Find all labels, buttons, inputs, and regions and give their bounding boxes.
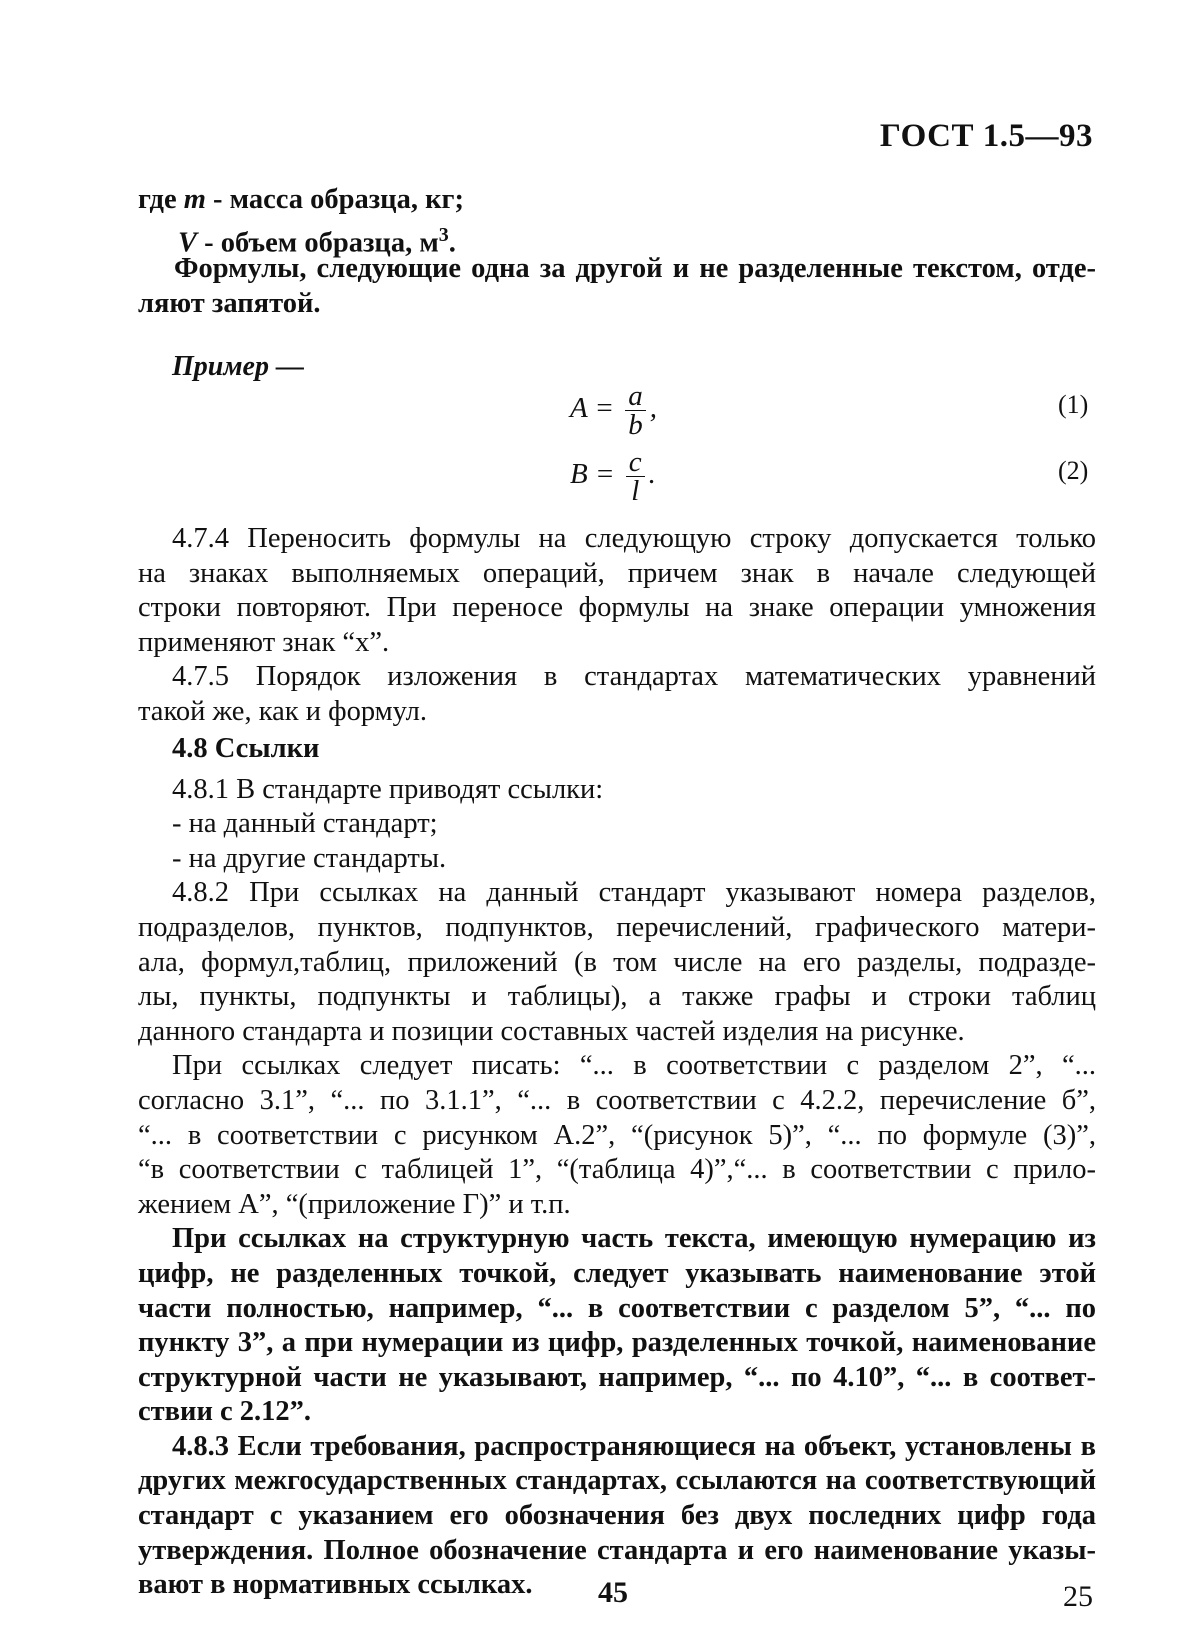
section-4-7-4: [138, 522, 1096, 730]
definition-v: [138, 218, 1096, 259]
formula-separation-line-1: Формулы, следующие одна за другой и не разделенные текстом, отде-: [174, 253, 1096, 285]
variable-v: V: [178, 227, 198, 259]
document-code-header: ГОСТ 1.5—93: [879, 118, 1093, 154]
section-4-8-2-line: ала, формул,таблиц, приложений (в том числе на его разделы, подразде-: [138, 946, 1096, 978]
structural-part-line: части полностью, например, “... в соответствии с разделом 5”, “... по: [138, 1292, 1096, 1324]
section-4-8-3-line: утверждения. Полное обозначение стандарта и его наименование указы-: [138, 1534, 1096, 1566]
references-example-line: При ссылках следует писать: “... в соответствии с разделом 2”, “...: [172, 1050, 1096, 1082]
section-4-8-3-line: других межгосударственных стандартах, ссылаются на соответствующий: [138, 1465, 1096, 1497]
formula-1-punct: ,: [649, 392, 658, 425]
section-4-7-4-line: применяют знак “х”.: [138, 626, 390, 658]
definition-prefix: где: [138, 184, 184, 215]
section-4-8-3-line: 4.8.3 Если требования, распространяющиеся на объект, установлены в: [172, 1430, 1096, 1462]
formula-2-denominator: l: [631, 475, 640, 507]
section-4-8-1-line: 4.8.1 В стандарте приводят ссылки:: [172, 773, 604, 805]
example-label: Пример —: [172, 351, 304, 382]
structural-part-line: структурной части не указывают, например, “... по 4.10”, “... в соответ-: [138, 1361, 1096, 1393]
formula-1-denominator: b: [628, 409, 643, 441]
definition-v-end: .: [448, 227, 456, 259]
section-4-7-5-line: 4.7.5 Порядок изложения в стандартах математических уравнений: [172, 661, 1096, 693]
references-example-line: согласно 3.1”, “... по 3.1.1”, “... в соответствии с 4.2.2, перечисление б”,: [138, 1084, 1096, 1116]
section-4-7-4-line: на знаках выполняемых операций, причем знак в начале следующей: [138, 557, 1096, 589]
definition-m: [138, 183, 1096, 218]
section-4-8-3-line: стандарт с указанием его обозначения без двух последних цифр года: [138, 1500, 1096, 1532]
section-4-8-2-line: 4.8.2 При ссылках на данный стандарт указывают номера разделов,: [172, 877, 1096, 909]
page-number-right: 25: [1063, 1580, 1093, 1613]
section-4-8: [138, 732, 1096, 1603]
formula-2-lhs: B =: [570, 458, 615, 491]
formula-1: [570, 382, 657, 439]
section-4-8-3-line: вают в нормативных ссылках.: [138, 1569, 533, 1601]
equation-number-1: (1): [1058, 390, 1089, 419]
formula-separation-line-2: ляют запятой.: [138, 287, 321, 319]
section-4-8-title: 4.8 Ссылки: [172, 733, 320, 764]
section-4-8-2-line: лы, пункты, подпункты и таблицы), а также графы и строки таблиц: [138, 981, 1096, 1013]
structural-part-line: пункту 3”, а при нумерации из цифр, разделенных точкой, наименование: [138, 1327, 1096, 1359]
formula-2: [570, 448, 656, 505]
formula-1-lhs: A =: [570, 392, 615, 425]
structural-part-line: ствии с 2.12”.: [138, 1396, 312, 1428]
section-4-8-1-line: - на данный стандарт;: [172, 808, 438, 840]
section-4-7-4-line: строки повторяют. При переносе формулы на знаке операции умножения: [138, 592, 1096, 624]
formula-1-fraction: [625, 382, 646, 439]
structural-part-line: цифр, не разделенных точкой, следует указывать наименование этой: [138, 1257, 1096, 1289]
section-4-8-1-line: - на другие стандарты.: [172, 842, 447, 874]
section-4-8-2-line: данного стандарта и позиции составных частей изделия на рисунке.: [138, 1015, 965, 1047]
formula-1-numerator: a: [625, 382, 646, 411]
superscript-3: 3: [438, 223, 449, 246]
references-example-line: “... в соответствии с рисунком А.2”, “(рисунок 5)”, “... по формуле (3)”,: [138, 1119, 1096, 1151]
variable-definitions: [138, 183, 1096, 321]
formula-2-punct: .: [648, 458, 656, 491]
references-example-line: “в соответствии с таблицей 1”, “(таблица 4)”,“... в соответствии с прило-: [138, 1154, 1096, 1186]
references-example-line: жением А”, “(приложение Г)” и т.п.: [138, 1188, 571, 1220]
equation-number-2: (2): [1058, 456, 1089, 485]
section-4-7-4-line: 4.7.4 Переносить формулы на следующую строку допускается только: [172, 523, 1096, 554]
definition-v-text: - объем образца, м: [197, 227, 439, 259]
definition-m-text: - масса образца, кг;: [205, 184, 464, 215]
variable-m: m: [183, 184, 206, 215]
structural-part-line: При ссылках на структурную часть текста, имеющую нумерацию из: [172, 1223, 1096, 1255]
section-4-8-2-line: подразделов, пунктов, подпунктов, перечислений, графического матери-: [138, 911, 1096, 943]
section-4-7-5-line: такой же, как и формул.: [138, 695, 428, 727]
formula-2-numerator: c: [626, 448, 645, 477]
page-number-center: 45: [598, 1576, 628, 1609]
formula-2-fraction: [626, 448, 645, 505]
